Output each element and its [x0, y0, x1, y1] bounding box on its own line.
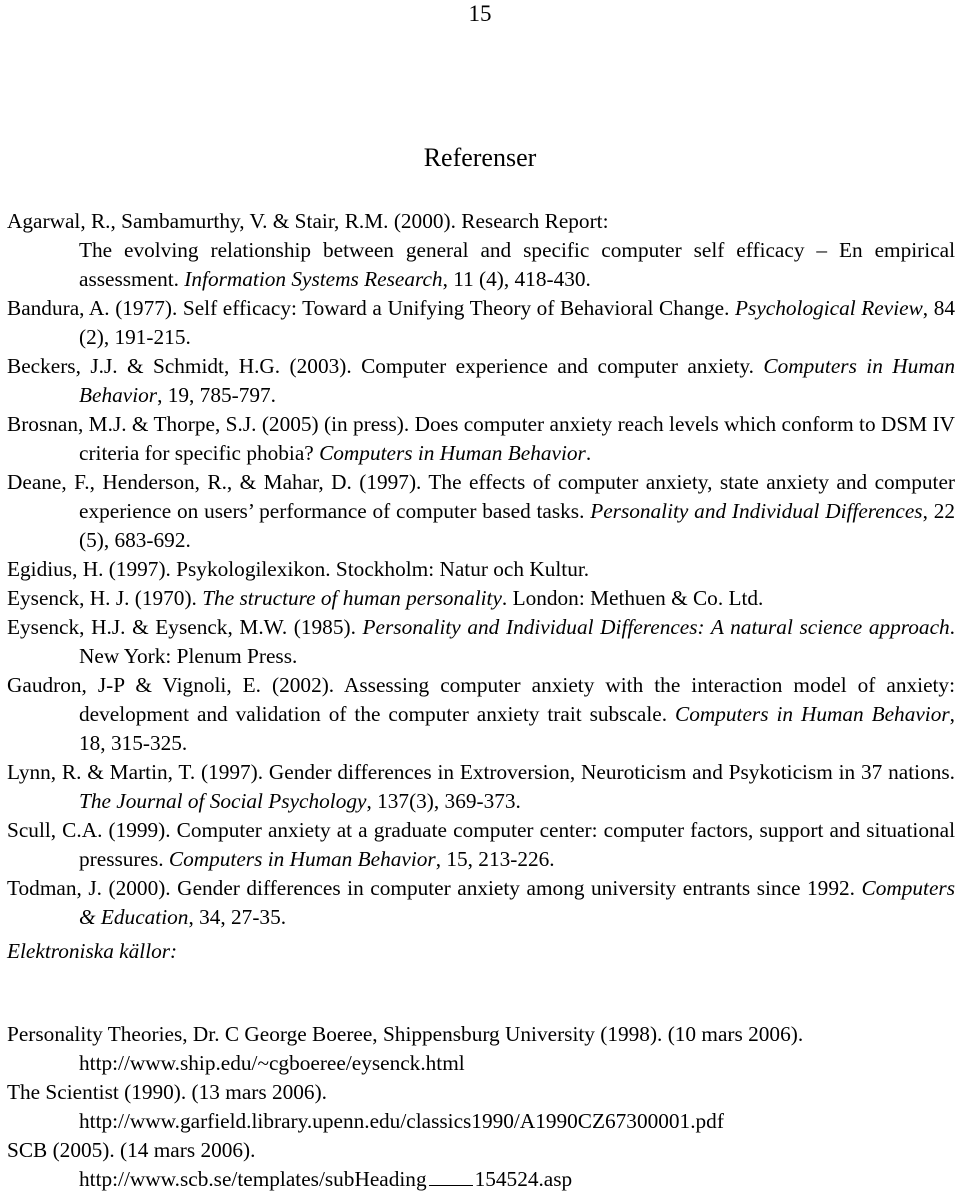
reference-details: , 11 (4), 418-430. — [442, 267, 591, 291]
electronic-source-text: The Scientist (1990). (13 mars 2006). — [7, 1080, 327, 1104]
reference-entry-agarwal — [7, 207, 955, 294]
reference-journal: Personality and Individual Differences: A natural science approach — [362, 615, 950, 639]
reference-entry-deane — [7, 468, 955, 555]
reference-journal: Computers in Human Behavior — [79, 354, 956, 407]
reference-entry-gaudron — [7, 671, 955, 758]
reference-entry-todman — [7, 874, 955, 932]
reference-list — [7, 207, 955, 932]
reference-journal: Psychological Review — [735, 296, 923, 320]
reference-details: , 18, 315-325. — [79, 702, 955, 755]
reference-text: Beckers, J.J. & Schmidt, H.G. (2003). Computer experience and computer anxiety. — [7, 354, 754, 378]
electronic-source-boeree — [7, 1020, 955, 1078]
page-title: Referenser — [423, 143, 537, 172]
reference-entry-bandura — [7, 294, 955, 352]
reference-text: Eysenck, H.J. & Eysenck, M.W. (1985). — [7, 615, 356, 639]
reference-text: The evolving relationship between general and specific computer self efficacy – En empirical assessment. — [79, 238, 955, 291]
reference-text: Bandura, A. (1977). Self efficacy: Toward a Unifying Theory of Behavioral Change. — [7, 296, 730, 320]
reference-details: , 137(3), 369-373. — [366, 789, 521, 813]
underscore-gap — [429, 1167, 473, 1186]
electronic-sources-heading: Elektroniska källor: — [7, 939, 178, 963]
reference-text: Gaudron, J-P & Vignoli, E. (2002). Assessing computer anxiety with the interaction model of anxiety: development and validation of the computer anxiety trait subscale. — [7, 673, 955, 726]
electronic-source-url[interactable] — [7, 1165, 955, 1194]
url-part: http://www.scb.se/templates/subHeading — [79, 1167, 427, 1191]
reference-text: Deane, F., Henderson, R., & Mahar, D. (1997). The effects of computer anxiety, state anxiety and computer experience on users’ performance of computer based tasks. — [7, 470, 955, 523]
reference-entry-eysenck-1985 — [7, 613, 955, 671]
reference-entry-eysenck-1970 — [7, 584, 955, 613]
reference-continuation — [7, 236, 955, 294]
reference-text: Egidius, H. (1997). Psykologilexikon. Stockholm: Natur och Kultur. — [7, 557, 590, 581]
reference-entry-egidius — [7, 555, 955, 584]
reference-text: Eysenck, H. J. (1970). — [7, 586, 197, 610]
reference-journal: Personality and Individual Differences — [590, 499, 923, 523]
electronic-source-scb — [7, 1136, 955, 1194]
reference-details: , 34, 27-35. — [188, 905, 287, 929]
reference-text: Lynn, R. & Martin, T. (1997). Gender differences in Extroversion, Neuroticism and Psykoticism in 37 nations. — [7, 760, 955, 784]
reference-entry-beckers — [7, 352, 955, 410]
reference-details: . London: Methuen & Co. Ltd. — [501, 586, 764, 610]
reference-text: Todman, J. (2000). Gender differences in computer anxiety among university entrants since 1992. — [7, 876, 855, 900]
page-number: 15 — [468, 1, 492, 26]
reference-details: . — [585, 441, 592, 465]
reference-text: Agarwal, R., Sambamurthy, V. & Stair, R.M. (2000). Research Report: — [7, 209, 609, 233]
reference-text: Brosnan, M.J. & Thorpe, S.J. (2005) (in press). Does computer anxiety reach levels which conform to DSM IV criteria for specific phobia? — [7, 412, 955, 465]
reference-details: , 19, 785-797. — [157, 383, 276, 407]
reference-text: Scull, C.A. (1999). Computer anxiety at a graduate computer center: computer factors, support and situational pressures. — [7, 818, 955, 871]
reference-details: , 15, 213-226. — [435, 847, 555, 871]
reference-entry-scull — [7, 816, 955, 874]
reference-details: , 22 (5), 683-692. — [79, 499, 955, 552]
electronic-source-list — [7, 1020, 955, 1194]
electronic-source-text: SCB (2005). (14 mars 2006). — [7, 1138, 256, 1162]
reference-entry-lynn — [7, 758, 955, 816]
reference-entry-brosnan — [7, 410, 955, 468]
url-part: 154524.asp — [474, 1167, 573, 1191]
reference-journal: Information Systems Research — [184, 267, 443, 291]
reference-journal: Computers in Human Behavior — [675, 702, 950, 726]
reference-details: . New York: Plenum Press. — [79, 615, 955, 668]
reference-journal: The Journal of Social Psychology — [79, 789, 367, 813]
reference-details: , 84 (2), 191-215. — [79, 296, 955, 349]
electronic-source-scientist — [7, 1078, 955, 1136]
electronic-source-text: Personality Theories, Dr. C George Boeree, Shippensburg University (1998). (10 mars 2006). — [7, 1022, 804, 1046]
electronic-source-url[interactable]: http://www.ship.edu/~cgboeree/eysenck.html — [79, 1051, 465, 1075]
electronic-source-url[interactable]: http://www.garfield.library.upenn.edu/classics1990/A1990CZ67300001.pdf — [79, 1109, 724, 1133]
reference-journal: Computers & Education — [79, 876, 956, 929]
reference-journal: Computers in Human Behavior — [168, 847, 436, 871]
reference-journal: The structure of human personality — [202, 586, 502, 610]
reference-journal: Computers in Human Behavior — [319, 441, 586, 465]
